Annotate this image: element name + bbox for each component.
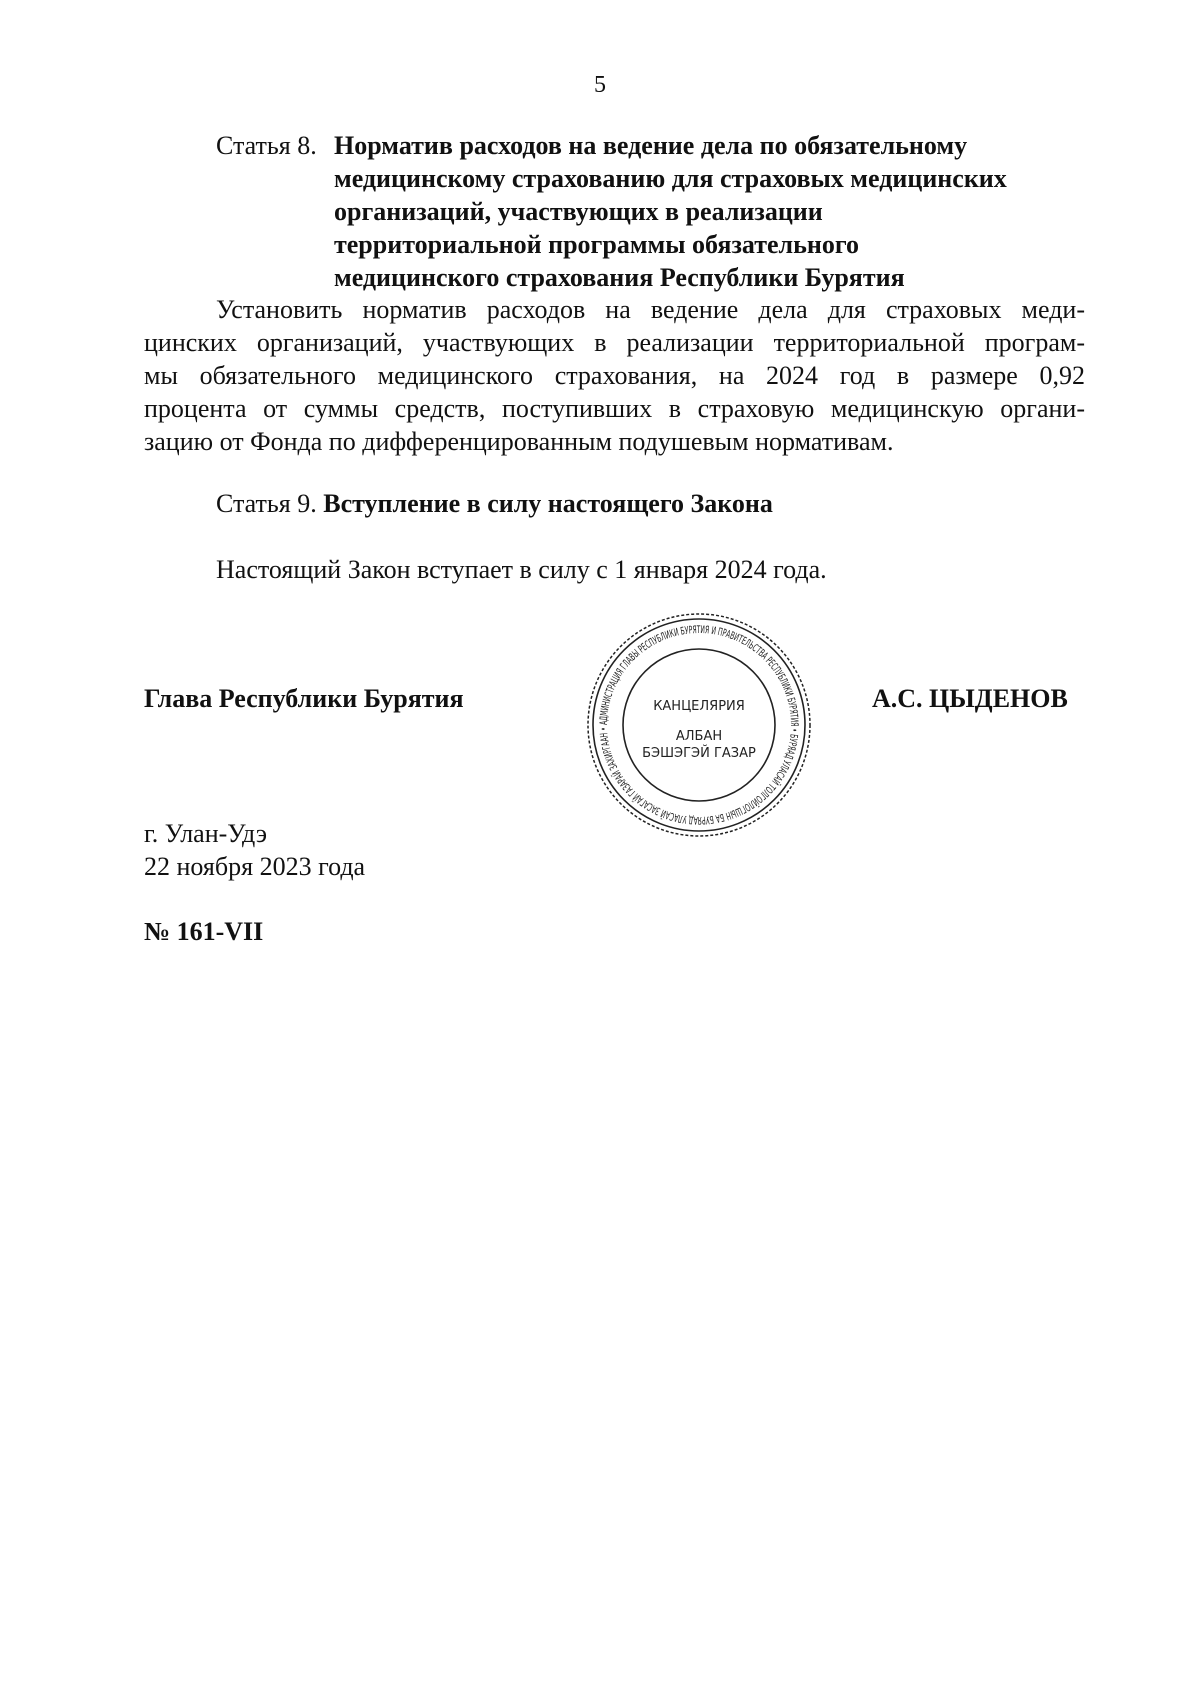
signatory-position: Глава Республики Бурятия: [144, 684, 464, 713]
law-number: № 161-VII: [144, 917, 264, 946]
svg-text:АДМИНИСТРАЦИЯ ГЛАВЫ РЕСПУБЛИКИ: [598, 624, 800, 826]
article-8-title-line: медицинского страхования Республики Бурятия: [334, 263, 905, 292]
body-line: Установить норматив расходов на ведение дела для страховых меди-: [216, 295, 1085, 324]
seal-center-line: АЛБАН: [675, 729, 723, 744]
article-8-label: Статья 8.: [216, 131, 317, 160]
article-8-title-line: медицинскому страхованию для страховых медицинских: [334, 164, 1007, 193]
article-9-title: Вступление в силу настоящего Закона: [323, 489, 773, 518]
article-9-text: Настоящий Закон вступает в силу с 1 января 2024 года.: [216, 555, 827, 584]
article-8-title-line: Норматив расходов на ведение дела по обязательному: [334, 131, 968, 160]
body-line: зацию от Фонда по дифференцированным подушевым нормативам.: [144, 427, 894, 456]
article-8-body: [144, 293, 1085, 458]
signing-date: 22 ноября 2023 года: [144, 852, 366, 881]
article-9-label: Статья 9.: [216, 489, 317, 518]
seal-center-line: БЭШЭГЭЙ ГАЗАР: [642, 746, 756, 761]
signatory-name: А.С. ЦЫДЕНОВ: [872, 684, 1068, 713]
article-8-title: [334, 129, 1094, 294]
article-8-title-line: организаций, участвующих в реализации: [334, 197, 823, 226]
seal-center-line: КАНЦЕЛЯРИЯ: [653, 699, 745, 714]
place-of-signing: г. Улан-Удэ: [144, 819, 268, 848]
body-line: цинских организаций, участвующих в реализации территориальной програм-: [144, 328, 1085, 357]
article-8-title-line: территориальной программы обязательного: [334, 230, 860, 259]
article-9-heading: [216, 487, 773, 520]
body-line: процента от суммы средств, поступивших в страховую медицинскую органи-: [144, 394, 1085, 423]
body-line: мы обязательного медицинского страхования, на 2024 год в размере 0,92: [144, 361, 1085, 390]
seal-ring-text: АДМИНИСТРАЦИЯ ГЛАВЫ РЕСПУБЛИКИ БУРЯТИЯ И ПРАВИТЕЛЬСТВА РЕСПУБЛИКИ БУРЯТИЯ • БУРЯАД УЛАСАЙ ТОЛГОЙЛОГШЫН БА БУРЯАД УЛАСАЙ ЗАСАГАЙ ГАЗАРАЙ ЗАХИРГААН •: [597, 623, 801, 827]
page-number: 5: [594, 72, 606, 98]
official-seal: [586, 612, 812, 838]
